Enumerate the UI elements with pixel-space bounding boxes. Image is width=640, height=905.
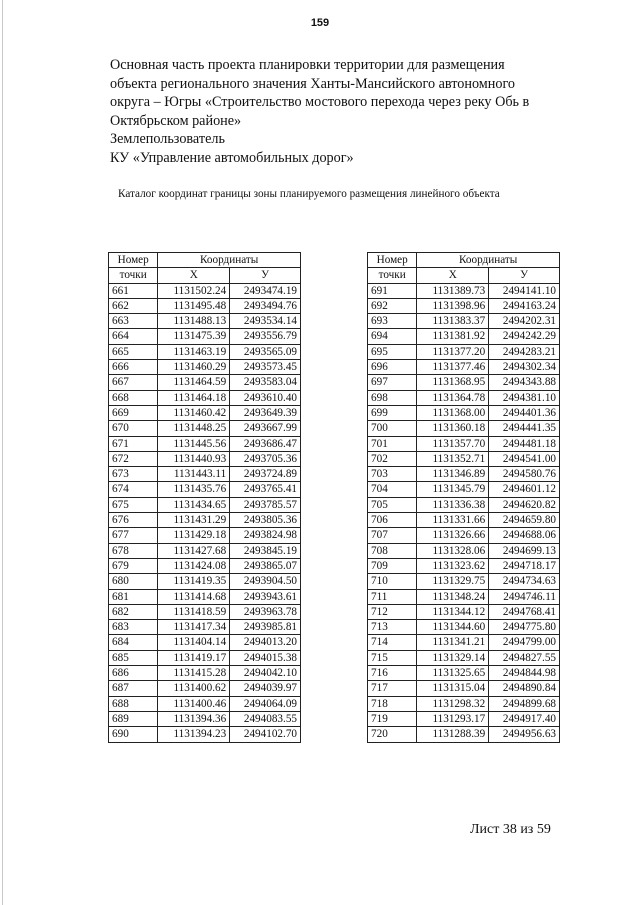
y-coordinate-cell: 2494141.10 (489, 283, 560, 298)
point-number-cell: 681 (109, 589, 158, 604)
point-number-cell: 707 (368, 528, 417, 543)
table-row (109, 482, 301, 497)
x-coordinate-cell: 1131440.93 (158, 451, 230, 466)
table-row (109, 666, 301, 681)
point-number-cell: 688 (109, 696, 158, 711)
point-number-cell: 714 (368, 635, 417, 650)
coordinates-table-right (367, 252, 560, 743)
x-coordinate-cell: 1131315.04 (417, 681, 489, 696)
table-row (109, 329, 301, 344)
y-coordinate-cell: 2494481.18 (489, 436, 560, 451)
x-coordinate-cell: 1131344.60 (417, 620, 489, 635)
x-coordinate-cell: 1131464.18 (158, 390, 230, 405)
table-row (109, 681, 301, 696)
point-number-cell: 694 (368, 329, 417, 344)
y-coordinate-cell: 2494441.35 (489, 421, 560, 436)
point-number-cell: 711 (368, 589, 417, 604)
table-row (368, 344, 560, 359)
point-number-cell: 684 (109, 635, 158, 650)
point-number-cell: 670 (109, 421, 158, 436)
x-coordinate-cell: 1131400.62 (158, 681, 230, 696)
x-coordinate-cell: 1131346.89 (417, 467, 489, 482)
x-coordinate-cell: 1131344.12 (417, 604, 489, 619)
y-coordinate-cell: 2494083.55 (230, 711, 301, 726)
y-coordinate-cell: 2494827.55 (489, 650, 560, 665)
y-coordinate-cell: 2494799.00 (489, 635, 560, 650)
x-coordinate-cell: 1131364.78 (417, 390, 489, 405)
x-coordinate-cell: 1131341.21 (417, 635, 489, 650)
point-number-cell: 712 (368, 604, 417, 619)
table-row (109, 604, 301, 619)
point-number-cell: 703 (368, 467, 417, 482)
y-coordinate-cell: 2494039.97 (230, 681, 301, 696)
table-row (368, 513, 560, 528)
y-coordinate-cell: 2493943.61 (230, 589, 301, 604)
title-line: объекта регионального значения Ханты-Мансийского автономного (110, 75, 516, 92)
y-coordinate-cell: 2494013.20 (230, 635, 301, 650)
table-row (109, 727, 301, 742)
table-row (368, 558, 560, 573)
table-row (109, 650, 301, 665)
x-coordinate-cell: 1131495.48 (158, 298, 230, 313)
x-coordinate-cell: 1131298.32 (417, 696, 489, 711)
header-y: У (489, 268, 560, 283)
x-coordinate-cell: 1131323.62 (417, 558, 489, 573)
y-coordinate-cell: 2493610.40 (230, 390, 301, 405)
table-row (368, 405, 560, 420)
y-coordinate-cell: 2493865.07 (230, 558, 301, 573)
table-row (368, 727, 560, 742)
y-coordinate-cell: 2494580.76 (489, 467, 560, 482)
x-coordinate-cell: 1131329.14 (417, 650, 489, 665)
y-coordinate-cell: 2494381.10 (489, 390, 560, 405)
point-number-cell: 672 (109, 451, 158, 466)
y-coordinate-cell: 2494064.09 (230, 696, 301, 711)
x-coordinate-cell: 1131502.24 (158, 283, 230, 298)
table-row (109, 513, 301, 528)
point-number-cell: 664 (109, 329, 158, 344)
x-coordinate-cell: 1131464.59 (158, 375, 230, 390)
x-coordinate-cell: 1131345.79 (417, 482, 489, 497)
x-coordinate-cell: 1131368.95 (417, 375, 489, 390)
table-row (368, 390, 560, 405)
table-row (368, 589, 560, 604)
header-point-number: Номер (109, 253, 158, 268)
x-coordinate-cell: 1131417.34 (158, 620, 230, 635)
table-row (109, 283, 301, 298)
table-row (109, 574, 301, 589)
header-point: точки (368, 268, 417, 283)
table-row (109, 635, 301, 650)
x-coordinate-cell: 1131429.18 (158, 528, 230, 543)
x-coordinate-cell: 1131326.66 (417, 528, 489, 543)
x-coordinate-cell: 1131352.71 (417, 451, 489, 466)
point-number-cell: 680 (109, 574, 158, 589)
title-line: округа – Югры «Строительство мостового перехода через реку Обь в (110, 94, 530, 111)
y-coordinate-cell: 2494659.80 (489, 513, 560, 528)
x-coordinate-cell: 1131328.06 (417, 543, 489, 558)
y-coordinate-cell: 2494890.84 (489, 681, 560, 696)
table-row (368, 375, 560, 390)
y-coordinate-cell: 2493765.41 (230, 482, 301, 497)
y-coordinate-cell: 2494956.63 (489, 727, 560, 742)
x-coordinate-cell: 1131445.56 (158, 436, 230, 451)
y-coordinate-cell: 2494734.63 (489, 574, 560, 589)
table-row (109, 528, 301, 543)
table-body-left (109, 283, 301, 742)
x-coordinate-cell: 1131418.59 (158, 604, 230, 619)
header-point: точки (109, 268, 158, 283)
point-number-cell: 662 (109, 298, 158, 313)
table-row (368, 681, 560, 696)
x-coordinate-cell: 1131394.23 (158, 727, 230, 742)
point-number-cell: 717 (368, 681, 417, 696)
x-coordinate-cell: 1131419.17 (158, 650, 230, 665)
y-coordinate-cell: 2494202.31 (489, 314, 560, 329)
point-number-cell: 700 (368, 421, 417, 436)
point-number-cell: 704 (368, 482, 417, 497)
point-number-cell: 710 (368, 574, 417, 589)
y-coordinate-cell: 2494620.82 (489, 497, 560, 512)
table-row (368, 497, 560, 512)
table-row (368, 421, 560, 436)
table-row (368, 329, 560, 344)
table-row (109, 344, 301, 359)
table-row (368, 360, 560, 375)
point-number-cell: 716 (368, 666, 417, 681)
table-row (109, 451, 301, 466)
y-coordinate-cell: 2493573.45 (230, 360, 301, 375)
point-number-cell: 691 (368, 283, 417, 298)
x-coordinate-cell: 1131463.19 (158, 344, 230, 359)
y-coordinate-cell: 2494768.41 (489, 604, 560, 619)
y-coordinate-cell: 2493686.47 (230, 436, 301, 451)
table-row (368, 451, 560, 466)
point-number-cell: 696 (368, 360, 417, 375)
table-row (109, 421, 301, 436)
header-point-number: Номер (368, 253, 417, 268)
point-number-cell: 705 (368, 497, 417, 512)
y-coordinate-cell: 2493556.79 (230, 329, 301, 344)
y-coordinate-cell: 2494699.13 (489, 543, 560, 558)
header-coordinates: Координаты (158, 253, 301, 268)
x-coordinate-cell: 1131348.24 (417, 589, 489, 604)
table-row (109, 543, 301, 558)
x-coordinate-cell: 1131288.39 (417, 727, 489, 742)
point-number-cell: 702 (368, 451, 417, 466)
point-number-cell: 709 (368, 558, 417, 573)
y-coordinate-cell: 2493824.98 (230, 528, 301, 543)
table-row (368, 543, 560, 558)
table-row (368, 666, 560, 681)
y-coordinate-cell: 2494015.38 (230, 650, 301, 665)
point-number-cell: 685 (109, 650, 158, 665)
x-coordinate-cell: 1131381.92 (417, 329, 489, 344)
x-coordinate-cell: 1131293.17 (417, 711, 489, 726)
x-coordinate-cell: 1131394.36 (158, 711, 230, 726)
y-coordinate-cell: 2494917.40 (489, 711, 560, 726)
point-number-cell: 665 (109, 344, 158, 359)
y-coordinate-cell: 2493534.14 (230, 314, 301, 329)
point-number-cell: 661 (109, 283, 158, 298)
page-number: 159 (310, 17, 330, 29)
point-number-cell: 697 (368, 375, 417, 390)
point-number-cell: 668 (109, 390, 158, 405)
point-number-cell: 683 (109, 620, 158, 635)
point-number-cell: 701 (368, 436, 417, 451)
point-number-cell: 715 (368, 650, 417, 665)
table-row (109, 620, 301, 635)
x-coordinate-cell: 1131325.65 (417, 666, 489, 681)
x-coordinate-cell: 1131443.11 (158, 467, 230, 482)
point-number-cell: 663 (109, 314, 158, 329)
point-number-cell: 687 (109, 681, 158, 696)
y-coordinate-cell: 2493583.04 (230, 375, 301, 390)
table-row (109, 405, 301, 420)
table-row (368, 298, 560, 313)
table-row (109, 375, 301, 390)
point-number-cell: 690 (109, 727, 158, 742)
y-coordinate-cell: 2494718.17 (489, 558, 560, 573)
table-row (368, 436, 560, 451)
x-coordinate-cell: 1131475.39 (158, 329, 230, 344)
x-coordinate-cell: 1131329.75 (417, 574, 489, 589)
point-number-cell: 698 (368, 390, 417, 405)
x-coordinate-cell: 1131414.68 (158, 589, 230, 604)
y-coordinate-cell: 2493724.89 (230, 467, 301, 482)
point-number-cell: 673 (109, 467, 158, 482)
table-row (368, 711, 560, 726)
y-coordinate-cell: 2493785.57 (230, 497, 301, 512)
point-number-cell: 699 (368, 405, 417, 420)
point-number-cell: 695 (368, 344, 417, 359)
y-coordinate-cell: 2494601.12 (489, 482, 560, 497)
y-coordinate-cell: 2493845.19 (230, 543, 301, 558)
x-coordinate-cell: 1131415.28 (158, 666, 230, 681)
point-number-cell: 669 (109, 405, 158, 420)
x-coordinate-cell: 1131400.46 (158, 696, 230, 711)
y-coordinate-cell: 2493494.76 (230, 298, 301, 313)
x-coordinate-cell: 1131383.37 (417, 314, 489, 329)
table-row (368, 696, 560, 711)
point-number-cell: 713 (368, 620, 417, 635)
y-coordinate-cell: 2493963.78 (230, 604, 301, 619)
x-coordinate-cell: 1131357.70 (417, 436, 489, 451)
y-coordinate-cell: 2494746.11 (489, 589, 560, 604)
sheet-counter: Лист 38 из 59 (470, 822, 551, 837)
table-row (368, 482, 560, 497)
table-row (109, 711, 301, 726)
point-number-cell: 674 (109, 482, 158, 497)
y-coordinate-cell: 2493705.36 (230, 451, 301, 466)
x-coordinate-cell: 1131460.29 (158, 360, 230, 375)
table-body-right (368, 283, 560, 742)
header-y: У (230, 268, 301, 283)
point-number-cell: 671 (109, 436, 158, 451)
point-number-cell: 679 (109, 558, 158, 573)
x-coordinate-cell: 1131377.46 (417, 360, 489, 375)
scan-edge-line (2, 0, 3, 905)
coordinates-table-left (108, 252, 301, 743)
x-coordinate-cell: 1131404.14 (158, 635, 230, 650)
y-coordinate-cell: 2494401.36 (489, 405, 560, 420)
table-row (368, 620, 560, 635)
table-row (109, 467, 301, 482)
point-number-cell: 666 (109, 360, 158, 375)
table-row (368, 528, 560, 543)
y-coordinate-cell: 2494775.80 (489, 620, 560, 635)
table-row (368, 574, 560, 589)
x-coordinate-cell: 1131431.29 (158, 513, 230, 528)
table-row (109, 314, 301, 329)
point-number-cell: 706 (368, 513, 417, 528)
table-row (109, 696, 301, 711)
x-coordinate-cell: 1131389.73 (417, 283, 489, 298)
x-coordinate-cell: 1131360.18 (417, 421, 489, 436)
y-coordinate-cell: 2494242.29 (489, 329, 560, 344)
table-row (368, 650, 560, 665)
point-number-cell: 677 (109, 528, 158, 543)
y-coordinate-cell: 2494042.10 (230, 666, 301, 681)
table-row (109, 436, 301, 451)
point-number-cell: 720 (368, 727, 417, 742)
table-row (368, 635, 560, 650)
title-line: КУ «Управление автомобильных дорог» (110, 149, 354, 166)
y-coordinate-cell: 2493985.81 (230, 620, 301, 635)
catalog-caption: Каталог координат границы зоны планируемого размещения линейного объекта (118, 188, 500, 200)
header-x: X (158, 268, 230, 283)
y-coordinate-cell: 2493667.99 (230, 421, 301, 436)
x-coordinate-cell: 1131377.20 (417, 344, 489, 359)
y-coordinate-cell: 2494541.00 (489, 451, 560, 466)
x-coordinate-cell: 1131448.25 (158, 421, 230, 436)
table-row (109, 558, 301, 573)
table-row (109, 390, 301, 405)
title-line: Землепользователь (110, 131, 225, 148)
header-x: X (417, 268, 489, 283)
table-row (109, 298, 301, 313)
point-number-cell: 675 (109, 497, 158, 512)
table-row (368, 314, 560, 329)
y-coordinate-cell: 2494283.21 (489, 344, 560, 359)
point-number-cell: 686 (109, 666, 158, 681)
point-number-cell: 667 (109, 375, 158, 390)
point-number-cell: 692 (368, 298, 417, 313)
x-coordinate-cell: 1131435.76 (158, 482, 230, 497)
y-coordinate-cell: 2493805.36 (230, 513, 301, 528)
point-number-cell: 693 (368, 314, 417, 329)
table-row (109, 497, 301, 512)
y-coordinate-cell: 2494343.88 (489, 375, 560, 390)
y-coordinate-cell: 2494302.34 (489, 360, 560, 375)
y-coordinate-cell: 2493649.39 (230, 405, 301, 420)
table-row (368, 604, 560, 619)
y-coordinate-cell: 2494163.24 (489, 298, 560, 313)
header-coordinates: Координаты (417, 253, 560, 268)
x-coordinate-cell: 1131419.35 (158, 574, 230, 589)
point-number-cell: 708 (368, 543, 417, 558)
table-row (368, 283, 560, 298)
table-row (109, 589, 301, 604)
point-number-cell: 718 (368, 696, 417, 711)
y-coordinate-cell: 2494102.70 (230, 727, 301, 742)
document-title (110, 56, 580, 168)
table-row (109, 360, 301, 375)
y-coordinate-cell: 2494899.68 (489, 696, 560, 711)
point-number-cell: 682 (109, 604, 158, 619)
x-coordinate-cell: 1131424.08 (158, 558, 230, 573)
x-coordinate-cell: 1131427.68 (158, 543, 230, 558)
point-number-cell: 689 (109, 711, 158, 726)
y-coordinate-cell: 2493474.19 (230, 283, 301, 298)
y-coordinate-cell: 2493904.50 (230, 574, 301, 589)
point-number-cell: 676 (109, 513, 158, 528)
point-number-cell: 678 (109, 543, 158, 558)
x-coordinate-cell: 1131434.65 (158, 497, 230, 512)
y-coordinate-cell: 2493565.09 (230, 344, 301, 359)
y-coordinate-cell: 2494688.06 (489, 528, 560, 543)
x-coordinate-cell: 1131331.66 (417, 513, 489, 528)
title-line: Октябрьском районе» (110, 112, 242, 129)
x-coordinate-cell: 1131398.96 (417, 298, 489, 313)
point-number-cell: 719 (368, 711, 417, 726)
x-coordinate-cell: 1131336.38 (417, 497, 489, 512)
y-coordinate-cell: 2494844.98 (489, 666, 560, 681)
x-coordinate-cell: 1131368.00 (417, 405, 489, 420)
title-line: Основная часть проекта планировки территории для размещения (110, 57, 505, 73)
x-coordinate-cell: 1131460.42 (158, 405, 230, 420)
table-row (368, 467, 560, 482)
x-coordinate-cell: 1131488.13 (158, 314, 230, 329)
